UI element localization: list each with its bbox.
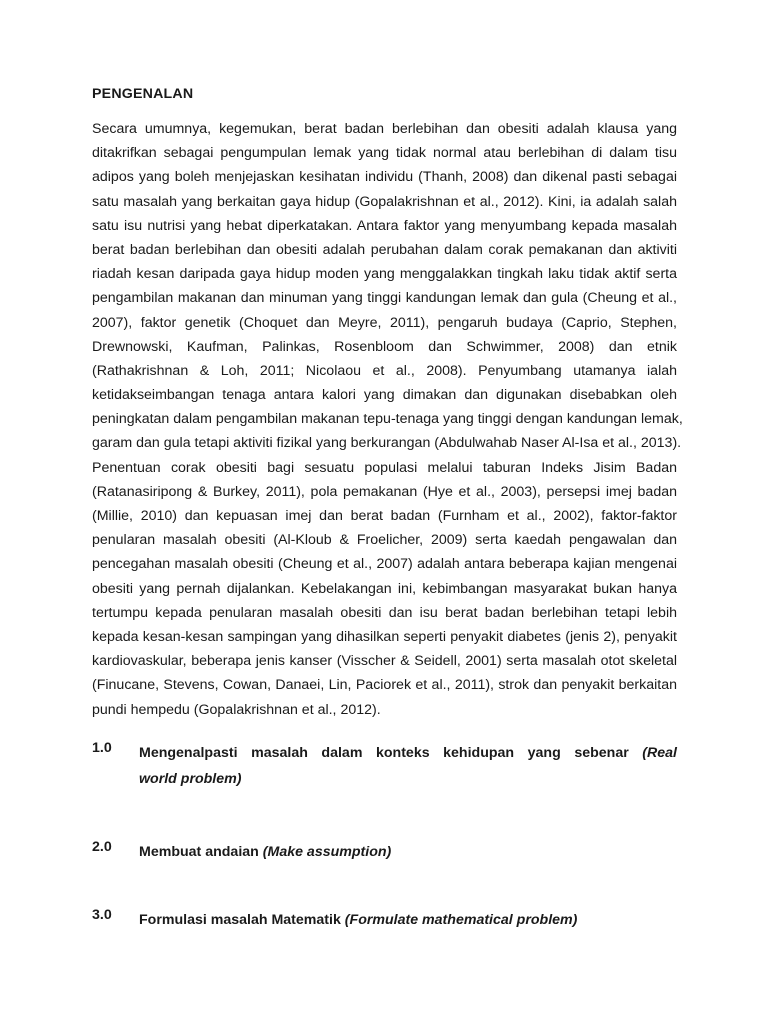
introduction-paragraph bbox=[92, 117, 683, 722]
paragraph-line: (Rathakrishnan & Loh, 2011; Nicolaou et al., 2008). Penyumbang utamanya ialah bbox=[92, 362, 677, 379]
paragraph-line: pencegahan masalah obesiti (Cheung et al., 2007) adalah antara beberapa kajian mengenai bbox=[92, 556, 677, 573]
section-title-english: (Formulate mathematical problem) bbox=[344, 912, 578, 928]
section-title-english: (Make assumption) bbox=[262, 844, 392, 860]
paragraph-line: penularan masalah obesiti (Al-Kloub & Froelicher, 2009) serta kaedah pengawalan dan bbox=[92, 532, 677, 549]
paragraph-line: 2007), faktor genetik (Choquet dan Meyre, 2011), pengaruh budaya (Caprio, Stephen, bbox=[92, 314, 677, 331]
paragraph-line: riadah kesan daripada gaya hidup moden yang menggalakkan tingkah laku tidak aktif serta bbox=[92, 266, 677, 283]
section-title-line bbox=[139, 907, 677, 933]
paragraph-line: ditakrifkan sebagai pengumpulan lemak yang tidak normal atau berlebihan di dalam tisu bbox=[92, 145, 677, 162]
section-title-line bbox=[139, 839, 677, 865]
page-title: PENGENALAN bbox=[92, 86, 194, 102]
paragraph-line: kardiovaskular, beberapa jenis kanser (Visscher & Seidell, 2001) serta masalah otot skeletal bbox=[92, 653, 677, 670]
section-title bbox=[139, 740, 677, 792]
section-title-english: (Real bbox=[642, 745, 677, 761]
section-title bbox=[139, 907, 677, 933]
paragraph-line: garam dan gula tetapi aktiviti fizikal yang berkurangan (Abdulwahab Naser Al-Isa et al., 2013). bbox=[92, 435, 682, 452]
paragraph-line: berat badan berlebihan dan obesiti adalah perubahan dalam corak pemakanan dan aktiviti bbox=[92, 241, 677, 258]
section-title-line bbox=[139, 740, 677, 766]
paragraph-line: Penentuan corak obesiti bagi sesuatu populasi melalui taburan Indeks Jisim Badan bbox=[92, 459, 677, 476]
section-title-english-cont: world problem) bbox=[139, 771, 242, 787]
paragraph-line: pengambilan makanan dan minuman yang tinggi kandungan lemak dan gula (Cheung et al., bbox=[92, 290, 677, 307]
paragraph-line: satu masalah yang berkaitan gaya hidup (Gopalakrishnan et al., 2012). Kini, ia adalah salah bbox=[92, 193, 677, 210]
paragraph-line: (Ratanasiripong & Burkey, 2011), pola pemakanan (Hye et al., 2003), persepsi imej badan bbox=[92, 483, 677, 500]
paragraph-line: peningkatan dalam pengambilan makanan tepu-tenaga yang tinggi dengan kandungan lemak, bbox=[92, 411, 683, 428]
section-number: 3.0 bbox=[92, 907, 112, 923]
paragraph-line: tertumpu kepada penularan masalah obesiti dan isu berat badan berlebihan tetapi lebih bbox=[92, 604, 677, 621]
section-title-text: Mengenalpasti masalah dalam konteks kehidupan yang sebenar bbox=[139, 745, 643, 761]
section-title bbox=[139, 839, 677, 865]
section-number: 2.0 bbox=[92, 839, 112, 855]
paragraph-line: kepada kesan-kesan sampingan yang dihasilkan seperti penyakit diabetes (jenis 2), penyakit bbox=[92, 628, 677, 645]
paragraph-line: ketidakseimbangan tenaga antara kalori yang dimakan dan digunakan disebabkan oleh bbox=[92, 387, 677, 404]
section-title-text: Membuat andaian bbox=[139, 844, 263, 860]
paragraph-line: obesiti yang pernah dijalankan. Kebelakangan ini, kebimbangan masyarakat bukan hanya bbox=[92, 580, 677, 597]
paragraph-line: satu isu nutrisi yang hebat diperkatakan. Antara faktor yang menyumbang kepada masalah bbox=[92, 217, 677, 234]
section-number: 1.0 bbox=[92, 740, 112, 756]
paragraph-line: Drewnowski, Kaufman, Palinkas, Rosenbloom dan Schwimmer, 2008) dan etnik bbox=[92, 338, 677, 355]
paragraph-line: Secara umumnya, kegemukan, berat badan berlebihan dan obesiti adalah klausa yang bbox=[92, 121, 677, 137]
paragraph-line: (Finucane, Stevens, Cowan, Danaei, Lin, Paciorek et al., 2011), strok dan penyakit berkaitan bbox=[92, 677, 677, 694]
section-title-text: Formulasi masalah Matematik bbox=[139, 912, 345, 928]
paragraph-line: adipos yang boleh menjejaskan kesihatan individu (Thanh, 2008) dan dikenal pasti sebagai bbox=[92, 169, 677, 186]
paragraph-line: pundi hempedu (Gopalakrishnan et al., 2012). bbox=[92, 701, 381, 718]
paragraph-line: (Millie, 2010) dan kepuasan imej dan berat badan (Furnham et al., 2002), faktor-faktor bbox=[92, 508, 677, 524]
